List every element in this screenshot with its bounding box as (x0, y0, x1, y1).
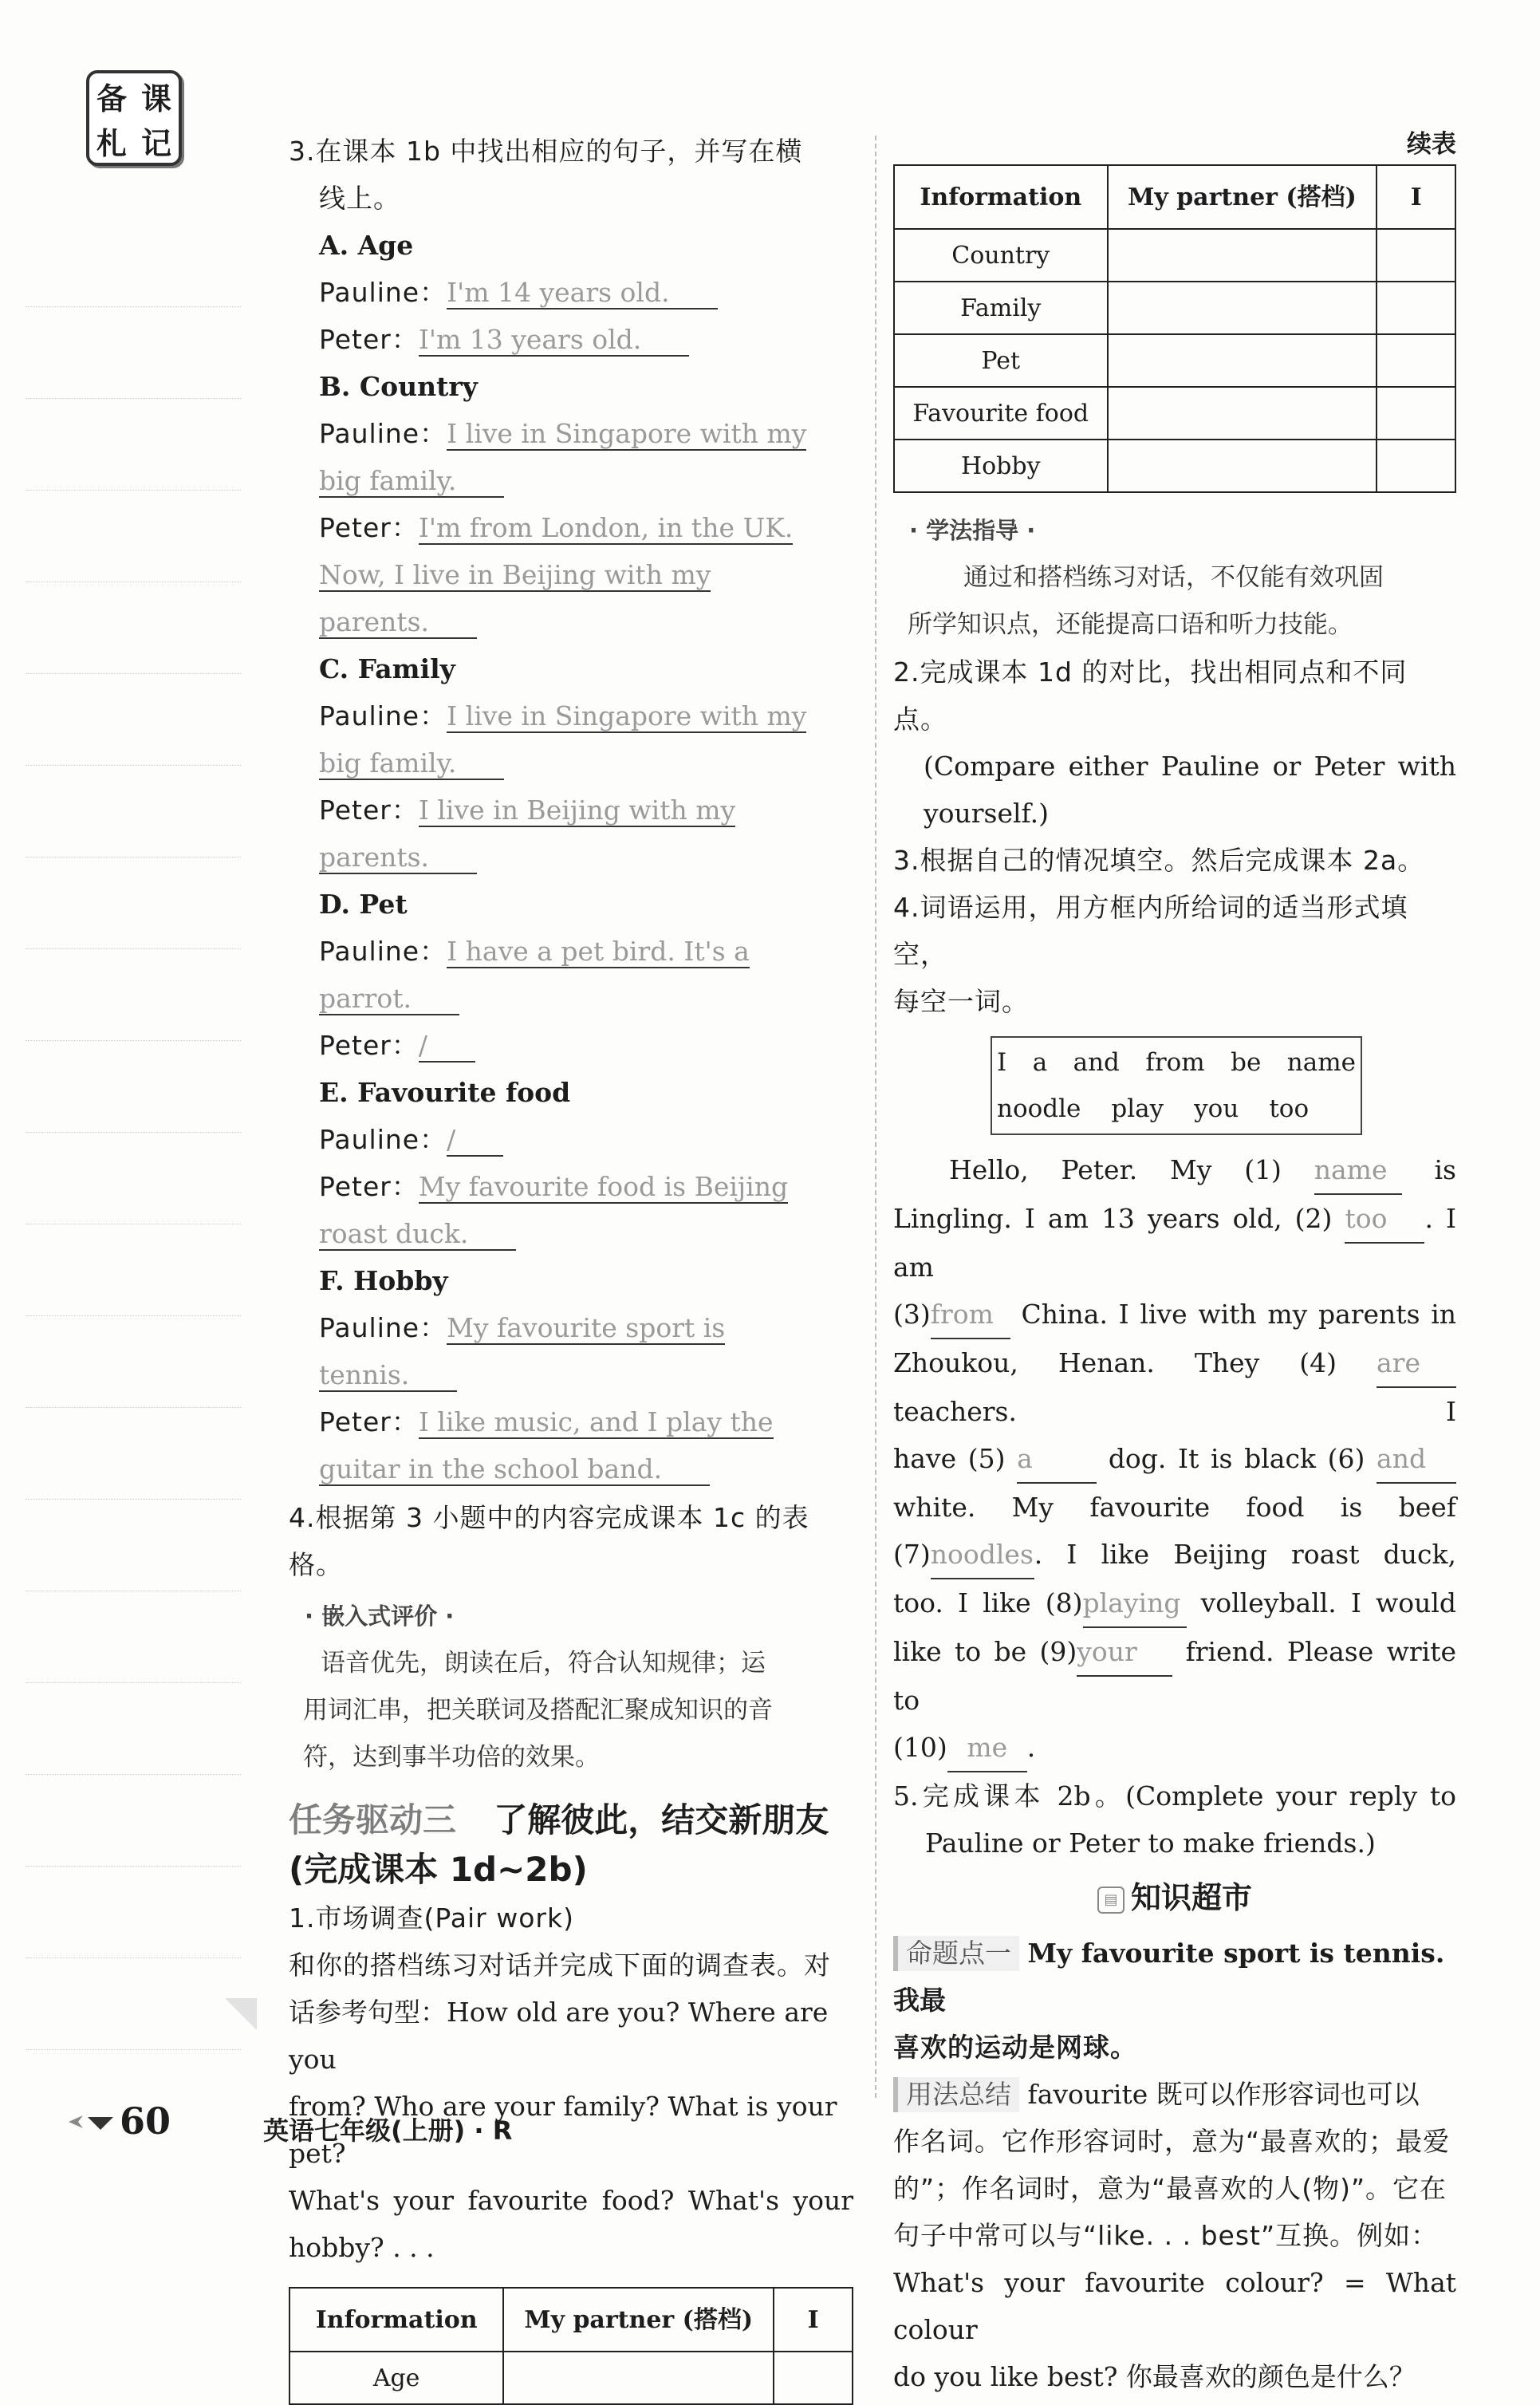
guide-text: 所学知识点，还能提高口语和听力技能。 (908, 610, 1353, 639)
blank-3[interactable]: from (931, 1291, 1010, 1339)
task-heading: 了解彼此，结交新朋友 (494, 1800, 829, 1839)
table-continued-label: 续表 (1407, 130, 1456, 159)
survey-table-part2 (893, 164, 1456, 493)
table-cell-information: Age (289, 2352, 503, 2404)
blank-10[interactable]: me (947, 1724, 1027, 1772)
stamp-char: 备 (96, 81, 127, 116)
table-cell-self[interactable] (1377, 440, 1455, 492)
answer-row (289, 1163, 853, 1257)
answer-row (289, 1022, 853, 1069)
blank-9[interactable]: your (1077, 1628, 1172, 1677)
table-header: Information (894, 165, 1108, 229)
eval-title: · 嵌入式评价 · (305, 1603, 455, 1630)
q2-text: (Compare either Pauline or Peter with (924, 751, 1456, 782)
table-row (894, 282, 1455, 334)
eval-text: 语音优先，朗读在后，符合认知规律；运 (321, 1649, 766, 1678)
right-column (893, 128, 1456, 2400)
left-column (289, 128, 853, 2405)
book-title: 英语七年级(上册) · R (263, 2115, 513, 2146)
guide-title: · 学法指导 · (909, 517, 1036, 544)
speaker-label: Peter： (319, 324, 419, 355)
answer-text[interactable]: I have a pet bird. It's a parrot. (319, 936, 750, 1014)
blank-4[interactable]: are (1377, 1339, 1456, 1388)
table-row (894, 387, 1455, 440)
section-heading: B. Country (319, 371, 478, 402)
cloze-line: Zhoukou, Henan. They (4) are teachers. I (893, 1339, 1456, 1435)
answer-row (289, 787, 853, 881)
answer-text[interactable]: I live in Singapore with my big family. (319, 700, 807, 779)
cloze-line: (3)from China. I live with my parents in (893, 1291, 1456, 1339)
speaker-label: Pauline： (319, 1124, 447, 1155)
table-row (894, 229, 1455, 282)
answer-text[interactable]: / (419, 1030, 475, 1063)
usage-line: do you like best? 你最喜欢的颜色是什么？ (893, 2361, 1416, 2392)
market-title: 知识超市 (1130, 1880, 1252, 1915)
word-box-word: and (1073, 1048, 1120, 1077)
note-lines (26, 215, 241, 2050)
q3-title: 3.在课本 1b 中找出相应的句子，并写在横 (289, 136, 803, 167)
q4-title-cont: 每空一词。 (893, 986, 1029, 1017)
cloze-line: like to be (9)your friend. Please write to (893, 1628, 1456, 1724)
answer-row (289, 692, 853, 787)
answer-text[interactable]: I live in Beijing with my parents. (319, 794, 736, 873)
table-cell-information: Country (894, 229, 1108, 282)
q1-text: from? Who are your family? What is your pet? (289, 2091, 837, 2169)
knowledge-market-heading (893, 1875, 1456, 1922)
speaker-label: Pauline： (319, 936, 447, 967)
table-header: My partner (搭档) (503, 2288, 774, 2352)
answer-text[interactable]: My favourite sport is tennis. (319, 1312, 726, 1390)
q1-text: hobby? . . . (289, 2232, 435, 2263)
speaker-label: Peter： (319, 1171, 419, 1202)
table-cell-information: Hobby (894, 440, 1108, 492)
book-icon: ▤ (1097, 1887, 1124, 1914)
speaker-label: Pauline： (319, 1312, 447, 1343)
table-cell-partner[interactable] (1108, 387, 1377, 440)
answer-row (289, 269, 853, 316)
q2-text: yourself.) (924, 798, 1049, 829)
eval-text: 用词汇串，把关联词及搭配汇聚成知识的音 (303, 1696, 773, 1725)
table-header: I (774, 2288, 853, 2352)
eval-text: 符，达到事半功倍的效果。 (303, 1743, 600, 1772)
speaker-label: Peter： (319, 794, 419, 826)
usage-line: 的”；作名词时，意为“最喜欢的人(物)”。它在 (893, 2173, 1447, 2204)
q4-title: 4.词语运用，用方框内所给词的适当形式填空， (893, 892, 1408, 970)
section-heading: E. Favourite food (319, 1077, 571, 1108)
answer-row (289, 316, 853, 363)
cloze-line: too. I like (8)playing volleyball. I would (893, 1579, 1456, 1628)
cloze-line: white. My favourite food is beef (893, 1492, 1456, 1523)
cloze-line: Lingling. I am 13 years old, (2) too . I am (893, 1195, 1456, 1291)
column-divider (875, 136, 876, 2098)
table-cell-self[interactable] (774, 2352, 853, 2404)
speaker-label: Pauline： (319, 418, 447, 449)
answer-row (289, 410, 853, 504)
blank-1[interactable]: name (1314, 1146, 1402, 1195)
blank-6[interactable]: and (1377, 1435, 1456, 1484)
answer-text[interactable]: I live in Singapore with my big family. (319, 418, 807, 496)
q1-text: 和你的搭档练习对话并完成下面的调查表。对 (289, 1950, 831, 1981)
table-cell-self[interactable] (1377, 229, 1455, 282)
table-cell-self[interactable] (1377, 334, 1455, 387)
answer-row (289, 504, 853, 645)
word-box-word: name (1286, 1048, 1356, 1077)
table-cell-self[interactable] (1377, 282, 1455, 334)
q1-title: 1.市场调查(Pair work) (289, 1902, 574, 1934)
table-cell-self[interactable] (1377, 387, 1455, 440)
point-badge: 命题点一 (893, 1936, 1019, 1971)
word-box-word: you (1194, 1094, 1239, 1123)
task-subtitle: (完成课本 1d~2b) (289, 1850, 588, 1889)
q5-title: 5.完成课本 2b。(Complete your reply to (893, 1780, 1456, 1812)
note-stamp (86, 70, 182, 166)
table-header: I (1377, 165, 1455, 229)
stamp-char: 记 (140, 125, 171, 161)
cloze-line: (10) me . (893, 1724, 1456, 1772)
word-box-word: play (1111, 1094, 1164, 1123)
answer-row (289, 1398, 853, 1492)
table-header: My partner (搭档) (1108, 165, 1377, 229)
point-title (893, 1930, 1456, 2024)
answer-sections (289, 222, 853, 1492)
answer-row (289, 1304, 853, 1398)
table-cell-partner[interactable] (1108, 440, 1377, 492)
table-cell-information: Pet (894, 334, 1108, 387)
cloze-line: have (5) a dog. It is black (6) and (893, 1435, 1456, 1484)
table-cell-information: Favourite food (894, 387, 1108, 440)
usage-line: 作名词。它作形容词时，意为“最喜欢的；最爱 (893, 2126, 1451, 2157)
section-heading: F. Hobby (319, 1265, 448, 1296)
table-cell-partner[interactable] (503, 2352, 774, 2404)
blank-7[interactable]: noodles (931, 1531, 1034, 1579)
answer-text[interactable]: I'm 13 years old. (419, 324, 689, 357)
usage-line: 用法总结 favourite 既可以作形容词也可以 (893, 2071, 1456, 2118)
q3-title: 3.根据自己的情况填空。然后完成课本 2a。 (893, 845, 1425, 876)
usage-badge: 用法总结 (893, 2077, 1019, 2112)
guide-text: 通过和搭档练习对话，不仅能有效巩固 (963, 563, 1384, 592)
answer-row (289, 1116, 853, 1163)
speaker-label: Peter： (319, 512, 419, 543)
section-heading: C. Family (319, 653, 455, 684)
answer-row (289, 928, 853, 1022)
q4-text: 4.根据第 3 小题中的内容完成课本 1c 的表格。 (289, 1502, 809, 1580)
table-cell-partner[interactable] (1108, 282, 1377, 334)
blank-2[interactable]: too (1345, 1195, 1424, 1244)
task-tag: 任务驱动三 (289, 1800, 457, 1839)
table-cell-partner[interactable] (1108, 229, 1377, 282)
word-box-row (997, 1086, 1356, 1132)
word-box-word: too (1269, 1094, 1310, 1123)
section-heading: A. Age (319, 230, 414, 261)
corner-decoration (225, 1998, 257, 2030)
speaker-label: Peter： (319, 1406, 419, 1437)
usage-line: What's your favourite colour? = What colour (893, 2267, 1456, 2345)
cloze-line: (7)noodles. I like Beijing roast duck, (893, 1531, 1456, 1579)
q5-text: Pauline or Peter to make friends.) (925, 1827, 1376, 1859)
point-title-cont: 喜欢的运动是网球。 (893, 2032, 1137, 2063)
word-box-word: from (1145, 1048, 1205, 1077)
q1-text: 话参考句型：How old are you? Where are you (289, 1997, 829, 2075)
page-ornament-icon (67, 2112, 115, 2131)
table-row (894, 334, 1455, 387)
table-cell-information: Family (894, 282, 1108, 334)
stamp-char: 札 (96, 125, 127, 161)
q1-text: What's your favourite food? What's your (289, 2185, 853, 2216)
point-title-text: My favourite sport is tennis. 我最 (893, 1938, 1445, 2016)
blank-5[interactable]: a (1017, 1435, 1097, 1484)
answer-text[interactable]: / (447, 1124, 503, 1157)
q3-title-cont: 线上。 (319, 183, 400, 214)
word-box-row (997, 1039, 1356, 1086)
table-row (894, 440, 1455, 492)
speaker-label: Peter： (319, 1030, 419, 1061)
word-box-word: noodle (997, 1094, 1081, 1123)
blank-8[interactable]: playing (1083, 1579, 1187, 1628)
table-row (289, 2352, 853, 2404)
section-heading: D. Pet (319, 889, 408, 920)
stamp-char: 课 (140, 81, 171, 116)
answer-text[interactable]: My favourite food is Beijing roast duck. (319, 1171, 789, 1249)
table-cell-partner[interactable] (1108, 334, 1377, 387)
usage-line: 句子中常可以与“like. . . best”互换。例如： (893, 2220, 1439, 2251)
cloze-line: Hello, Peter. My (1) name is (893, 1146, 1456, 1195)
word-box-word: be (1231, 1048, 1262, 1077)
answer-text[interactable]: I'm from London, in the UK. Now, I live in Beijing with my parents. (319, 512, 794, 637)
page-number: 60 (120, 2099, 171, 2143)
word-box-word: a (1032, 1048, 1048, 1077)
survey-table-part1 (289, 2287, 853, 2405)
answer-text[interactable]: I'm 14 years old. (447, 277, 717, 309)
speaker-label: Pauline： (319, 277, 447, 308)
word-box-word: I (997, 1048, 1007, 1077)
cloze-passage (893, 1146, 1456, 1772)
table-header: Information (289, 2288, 503, 2352)
answer-text[interactable]: I like music, and I play the guitar in the school band. (319, 1406, 774, 1484)
word-box (991, 1036, 1362, 1135)
q2-title: 2.完成课本 1d 的对比，找出相同点和不同点。 (893, 656, 1408, 735)
speaker-label: Pauline： (319, 700, 447, 731)
task-title (289, 1796, 853, 1845)
